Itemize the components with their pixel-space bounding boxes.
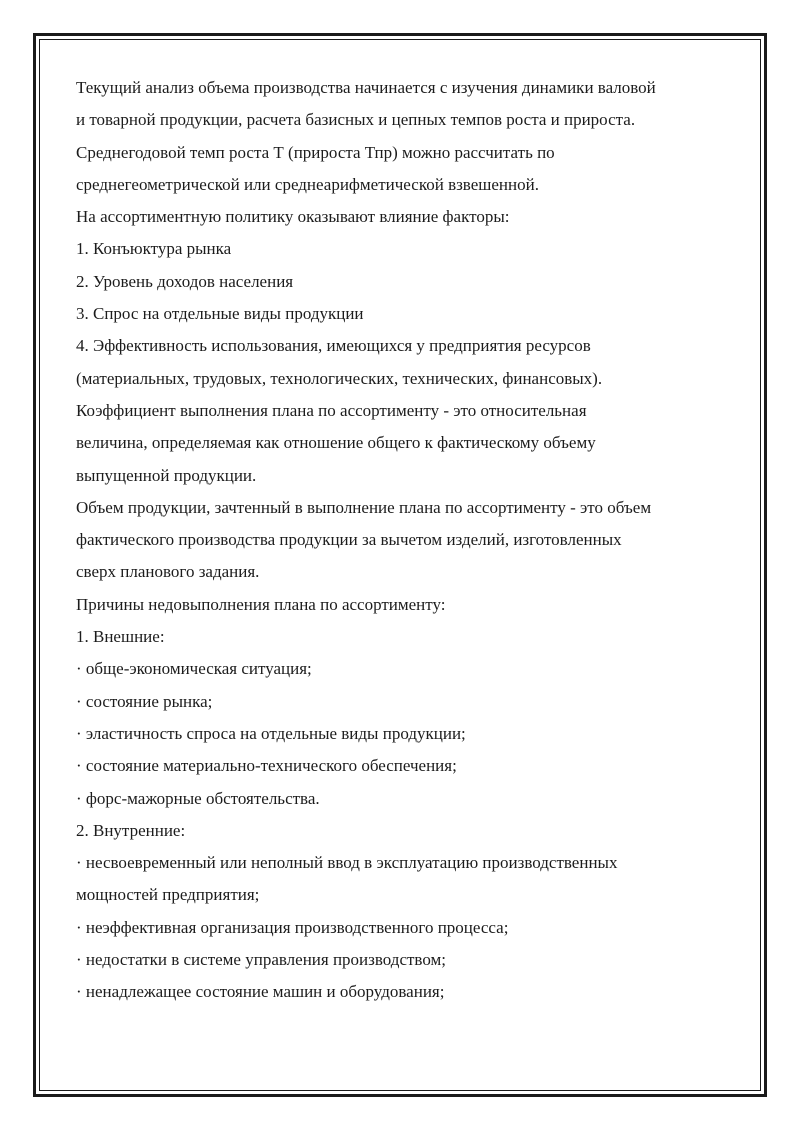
bullet-item: · неэффективная организация производственного процесса; [76, 917, 509, 937]
bullet-item: · несвоевременный или неполный ввод в эксплуатацию производственных [76, 853, 618, 873]
text-line: Причины недовыполнения плана по ассортименту: [76, 594, 446, 614]
bullet-item: · недостатки в системе управления производством; [76, 950, 446, 970]
list-item: 1. Конъюктура рынка [76, 239, 232, 259]
bullet-item: · форс-мажорные обстоятельства. [76, 788, 320, 808]
text-line: фактического производства продукции за вычетом изделий, изготовленных [76, 530, 622, 550]
text-line: сверх планового задания. [76, 562, 260, 582]
text-line: величина, определяемая как отношение общего к фактическому объему [76, 433, 596, 453]
text-line: Объем продукции, зачтенный в выполнение плана по ассортименту - это объем [76, 497, 652, 517]
list-item: 2. Внутренние: [76, 820, 186, 840]
text-line: Среднегодовой темп роста Т (прироста Тпр) можно рассчитать по [76, 142, 555, 162]
text-line: Коэффициент выполнения плана по ассортименту - это относительная [76, 400, 587, 420]
bullet-item: · состояние рынка; [76, 691, 213, 711]
text-line: На ассортиментную политику оказывают влияние факторы: [76, 207, 510, 227]
bullet-item: · эластичность спроса на отдельные виды продукции; [76, 723, 466, 743]
text-line: среднегеометрической или среднеарифметической взвешенной. [76, 174, 539, 194]
list-item: 2. Уровень доходов населения [76, 271, 294, 291]
list-item: 1. Внешние: [76, 627, 165, 647]
document-body [76, 72, 736, 1009]
bullet-item: · обще-экономическая ситуация; [76, 659, 312, 679]
bullet-item: · ненадлежащее состояние машин и оборудования; [76, 982, 445, 1002]
list-item: 3. Спрос на отдельные виды продукции [76, 304, 364, 324]
text-line: мощностей предприятия; [76, 885, 260, 905]
text-line: выпущенной продукции. [76, 465, 257, 485]
list-item: 4. Эффективность использования, имеющихся у предприятия ресурсов [76, 336, 591, 356]
text-line: Текущий анализ объема производства начинается с изучения динамики валовой [76, 78, 656, 97]
text-line: (материальных, трудовых, технологических, технических, финансовых). [76, 368, 603, 388]
text-line: и товарной продукции, расчета базисных и цепных темпов роста и прироста. [76, 110, 636, 130]
bullet-item: · состояние материально-технического обеспечения; [76, 756, 457, 776]
